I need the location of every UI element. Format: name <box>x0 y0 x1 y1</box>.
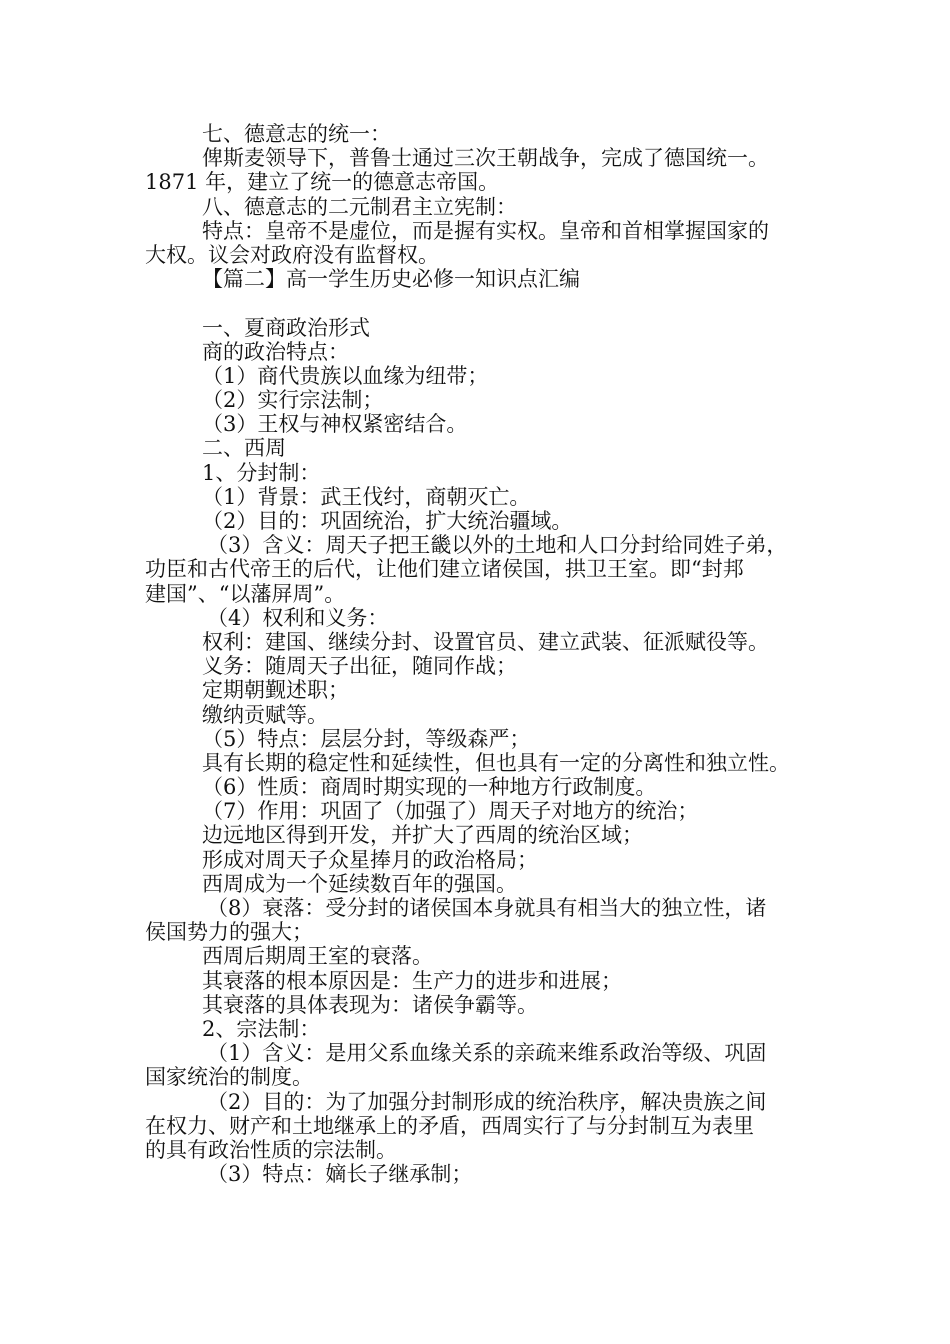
subsection-heading: 1、分封制： <box>202 460 321 485</box>
list-item: （2）目的：为了加强分封制形成的统治秩序，解决贵族之间 <box>207 1089 767 1114</box>
document-body <box>145 122 825 1186</box>
part-title: 【篇二】高一学生历史必修一知识点汇编 <box>202 267 580 292</box>
paragraph-line: 建国”、“以藩屏周”。 <box>145 581 346 606</box>
blank-line <box>145 291 825 315</box>
paragraph-line: 西周后期周王室的衰落。 <box>202 944 433 969</box>
paragraph-line: 国家统治的制度。 <box>145 1065 313 1090</box>
list-item: （1）商代贵族以血缘为纽带； <box>202 363 489 388</box>
paragraph-line: 西周成为一个延续数百年的强国。 <box>202 871 517 896</box>
paragraph-line: 定期朝觐述职； <box>202 678 349 703</box>
paragraph-line: 其衰落的根本原因是：生产力的进步和进展； <box>202 968 622 993</box>
section-heading: 二、西周 <box>202 436 286 461</box>
list-item: （3）王权与神权紧密结合。 <box>202 412 468 437</box>
paragraph-line: 边远地区得到开发，并扩大了西周的统治区域； <box>202 823 643 848</box>
list-item: （7）作用：巩固了（加强了）周天子对地方的统治； <box>202 799 699 824</box>
list-item: （1）背景：武王伐纣，商朝灭亡。 <box>202 484 531 509</box>
subsection-heading: 2、宗法制： <box>202 1016 321 1041</box>
paragraph-line: 俾斯麦领导下，普鲁士通过三次王朝战争，完成了德国统一。 <box>202 146 769 171</box>
list-item: （5）特点：层层分封，等级森严； <box>202 726 531 751</box>
list-item: （1）含义：是用父系血缘关系的亲疏来维系政治等级、巩固 <box>207 1041 767 1066</box>
paragraph-line: 其衰落的具体表现为：诸侯争霸等。 <box>202 992 538 1017</box>
paragraph-line: 侯国势力的强大； <box>145 920 313 945</box>
paragraph-line: 权利：建国、继续分封、设置官员、建立武装、征派赋役等。 <box>202 629 769 654</box>
paragraph-line: 在权力、财产和土地继承上的矛盾，西周实行了与分封制互为表里 <box>145 1113 754 1138</box>
paragraph-line: 大权。议会对政府没有监督权。 <box>145 242 439 267</box>
paragraph-line: 缴纳贡赋等。 <box>202 702 328 727</box>
section-heading: 七、德意志的统一： <box>202 122 391 146</box>
paragraph-line: 功臣和古代帝王的后代，让他们建立诸侯国，拱卫王室。即“封邦 <box>145 557 744 582</box>
paragraph-line: 形成对周天子众星捧月的政治格局； <box>202 847 538 872</box>
list-item: （3）特点：嫡长子继承制； <box>207 1162 473 1187</box>
paragraph-line: 1871 年，建立了统一的德意志帝国。 <box>145 170 500 195</box>
paragraph-line: 商的政治特点： <box>202 339 349 364</box>
list-item: （6）性质：商周时期实现的一种地方行政制度。 <box>202 775 657 800</box>
paragraph-line: 特点：皇帝不是虚位，而是握有实权。皇帝和首相掌握国家的 <box>202 218 769 243</box>
section-heading: 一、夏商政治形式 <box>202 315 370 340</box>
list-item: （8）衰落：受分封的诸侯国本身就具有相当大的独立性，诸 <box>207 896 767 920</box>
paragraph-line: 义务：随周天子出征，随同作战； <box>202 654 517 679</box>
section-heading: 八、德意志的二元制君主立宪制： <box>202 194 517 219</box>
list-item: （3）含义：周天子把王畿以外的土地和人口分封给同姓子弟， <box>207 533 788 558</box>
list-item: （2）目的：巩固统治，扩大统治疆域。 <box>202 509 573 533</box>
list-item: （4）权利和义务： <box>207 605 389 630</box>
list-item: （2）实行宗法制； <box>202 388 384 413</box>
paragraph-line: 具有长期的稳定性和延续性，但也具有一定的分离性和独立性。 <box>202 750 790 775</box>
paragraph-line: 的具有政治性质的宗法制。 <box>145 1137 397 1162</box>
